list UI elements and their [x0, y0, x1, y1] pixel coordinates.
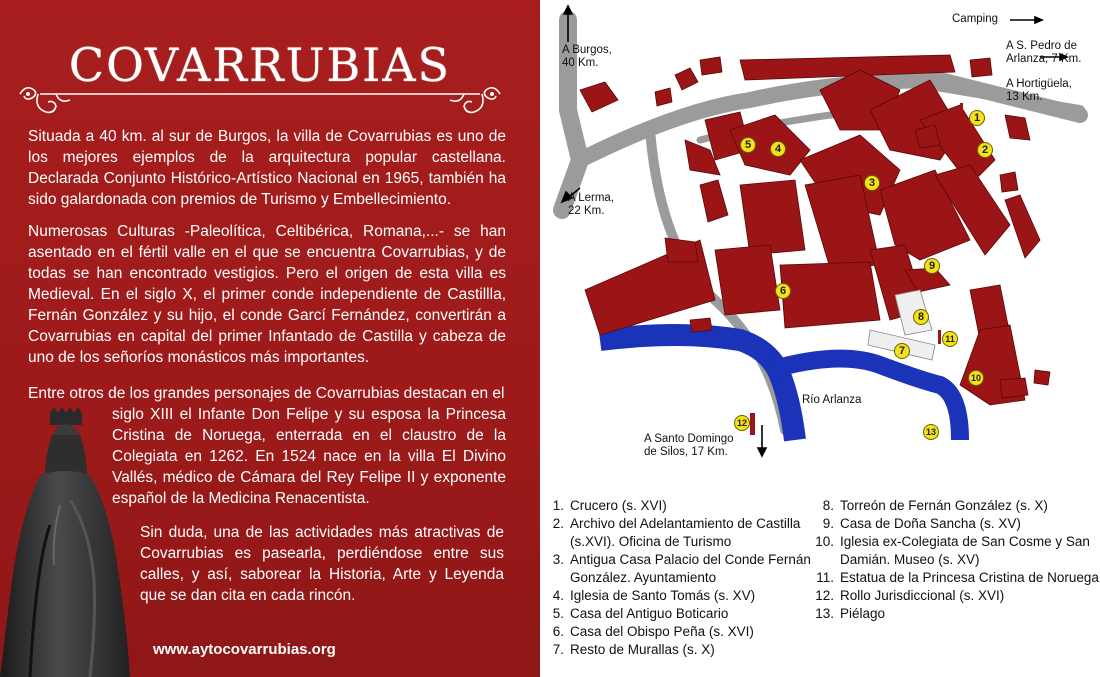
label-domingo-name: A Santo Domingo	[644, 433, 734, 445]
map-panel	[540, 0, 1100, 677]
legend-number: 9.	[822, 516, 834, 531]
legend-item	[810, 569, 1100, 587]
label-santo-domingo	[644, 433, 734, 459]
map-marker[interactable]: 5	[740, 137, 756, 153]
legend-text: Piélago	[840, 606, 886, 621]
map-marker[interactable]: 6	[775, 283, 791, 299]
legend-right	[810, 497, 1100, 623]
closing-paragraph: Sin duda, una de las actividades más atractivas de Covarrubias es pasearla, perdiéndose entre sus calles, y así, saborear la Historia, Arte y Leyenda que se dan cita en cada rincón.	[140, 524, 504, 604]
map-marker[interactable]: 8	[913, 309, 929, 325]
legend-number: 7.	[552, 642, 564, 657]
legend-item	[810, 515, 1100, 533]
map-marker[interactable]: 13	[923, 424, 939, 440]
label-hortiguela-name: A Hortigüela,	[1006, 78, 1072, 90]
legend-number: 3.	[552, 552, 564, 567]
town-map	[540, 0, 1100, 480]
legend-number: 12.	[815, 588, 834, 603]
map-marker[interactable]: 3	[864, 175, 880, 191]
history-paragraph: Numerosas Culturas -Paleolítica, Celtibérica, Romana,...- se han asentado en el fértil valle en el que se encuentra Covarrubias, y de todas se han encontrado vestigios. Pero el origen de esta villa es Medieval. En el siglo X, el primer conde independiente de Castillla, Fernán González y su hijo, el conde Garcí Fernández, convertirán a Covarrubias en capital del primer Infantado de Castilla y cabeza de uno de los señoríos monásticos más importantes.	[28, 223, 506, 366]
legend-text: Archivo del Adelantamiento de Castilla (s.XVI). Oficina de Turismo	[570, 516, 801, 549]
legend-item	[548, 641, 818, 659]
label-hortiguela-km: 13 Km.	[1006, 91, 1043, 103]
statue-image	[0, 405, 140, 677]
label-lerma-km: 22 Km.	[568, 205, 605, 217]
legend-number: 4.	[552, 588, 564, 603]
label-pedro	[1006, 40, 1081, 66]
legend-text: Antigua Casa Palacio del Conde Fernán González. Ayuntamiento	[570, 552, 811, 585]
legend-number: 1.	[552, 498, 564, 513]
legend-number: 10.	[815, 534, 834, 549]
label-lerma	[568, 192, 614, 218]
label-burgos-name: A Burgos,	[562, 44, 612, 56]
label-pedro-name: A S. Pedro de	[1006, 40, 1077, 52]
label-river: Río Arlanza	[802, 394, 862, 406]
personages-rest: siglo XIII el Infante Don Felipe y su esposa la Princesa Cristina de Noruega, enterrada en el claustro de la Colegiata en 1262. En 1524 nace en la villa El Divino Vallés, médico de Cámara del Rey Felipe II y exponente español de la Medicina Renacentista.	[112, 406, 506, 507]
map-marker[interactable]: 4	[770, 141, 786, 157]
legend-text: Resto de Murallas (s. X)	[570, 642, 715, 657]
map-marker[interactable]: 7	[894, 343, 910, 359]
label-burgos	[562, 44, 612, 70]
legend-text: Casa del Obispo Peña (s. XVI)	[570, 624, 754, 639]
legend-item	[548, 623, 818, 641]
legend-number: 8.	[822, 498, 834, 513]
legend-item	[810, 533, 1100, 569]
legend-item	[548, 515, 818, 551]
intro-paragraph: Situada a 40 km. al sur de Burgos, la villa de Covarrubias es uno de los mejores ejemplos de la arquitectura popular castellana. Declarada Conjunto Histórico-Artístico Nacional en 1965, también ha sido galardonada con premios de Turismo y Embellecimiento.	[28, 128, 506, 208]
legend-text: Iglesia de Santo Tomás (s. XV)	[570, 588, 756, 603]
legend-text: Iglesia ex-Colegiata de San Cosme y San Damián. Museo (s. XV)	[840, 534, 1090, 567]
map-marker[interactable]: 10	[968, 370, 984, 386]
info-panel	[0, 0, 540, 677]
label-burgos-km: 40 Km.	[562, 57, 599, 69]
legend-text: Estatua de la Princesa Cristina de Noruega	[840, 570, 1099, 585]
label-pedro-km: Arlanza, 7 Km.	[1006, 53, 1082, 65]
legend-item	[548, 497, 818, 515]
title-block	[10, 38, 530, 118]
title-ornament	[10, 80, 510, 120]
label-hortiguela	[1006, 78, 1072, 104]
legend-text: Torreón de Fernán González (s. X)	[840, 498, 1048, 513]
legend-item	[548, 551, 818, 587]
label-lerma-name: A Lerma,	[568, 192, 615, 204]
map-marker[interactable]: 9	[924, 258, 940, 274]
label-domingo-km: de Silos, 17 Km.	[644, 446, 728, 458]
legend-item	[548, 587, 818, 605]
legend-number: 2.	[552, 516, 564, 531]
map-marker[interactable]: 1	[969, 110, 985, 126]
legend-item	[810, 587, 1100, 605]
page-title: COVARRUBIAS	[68, 38, 452, 92]
personages-first-line: Entre otros de los grandes personajes de Covarrubias destacan en el	[28, 385, 505, 402]
legend-item	[810, 497, 1100, 515]
map-marker[interactable]: 11	[942, 331, 958, 347]
legend-number: 11.	[816, 570, 834, 585]
legend-left	[548, 497, 818, 659]
website-link[interactable]: www.aytocovarrubias.org	[153, 641, 336, 658]
label-camping: Camping	[952, 13, 999, 25]
legend-text: Crucero (s. XVI)	[570, 498, 667, 513]
legend-number: 6.	[552, 624, 564, 639]
legend-number: 5.	[552, 606, 564, 621]
legend-number: 13.	[815, 606, 834, 621]
legend-text: Casa de Doña Sancha (s. XV)	[840, 516, 1021, 531]
map-marker[interactable]: 12	[734, 415, 750, 431]
legend-text: Casa del Antiguo Boticario	[570, 606, 729, 621]
legend-text: Rollo Jurisdiccional (s. XVI)	[840, 588, 1005, 603]
legend-item	[810, 605, 1100, 623]
legend-item	[548, 605, 818, 623]
map-marker[interactable]: 2	[977, 142, 993, 158]
